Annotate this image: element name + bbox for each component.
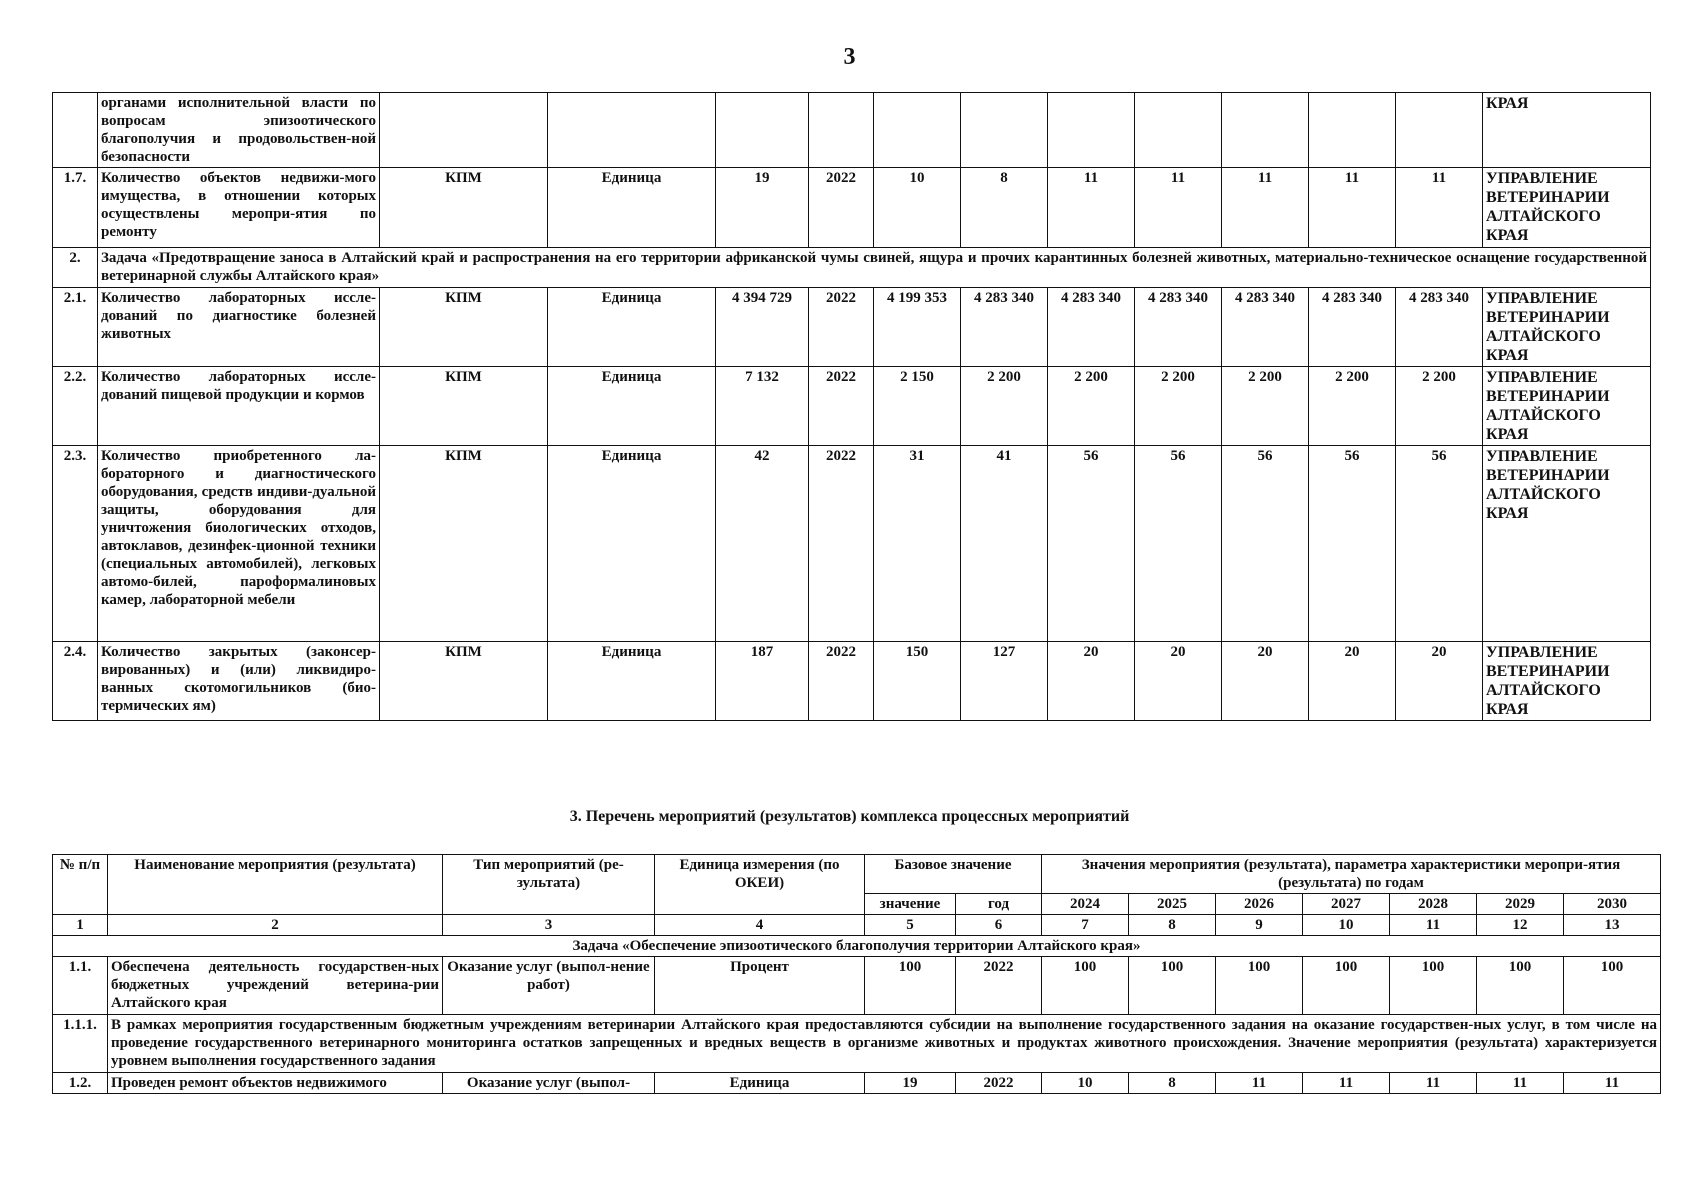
- header-row: [53, 855, 1661, 894]
- value-cell: 4 283 340: [1309, 288, 1396, 367]
- column-number: 9: [1216, 915, 1303, 936]
- value-cell: 11: [1390, 1073, 1477, 1094]
- responsible-cell: УПРАВЛЕНИЕ ВЕТЕРИНАРИИ АЛТАЙСКОГО КРАЯ: [1483, 288, 1651, 367]
- header-num: № п/п: [53, 855, 108, 915]
- value-cell: 56: [1048, 446, 1135, 642]
- value-cell: 11: [1564, 1073, 1661, 1094]
- num-cell: 2.3.: [53, 446, 98, 642]
- table-row: [53, 168, 1651, 248]
- column-number: 2: [108, 915, 443, 936]
- num-cell: [53, 93, 98, 168]
- header-year: 2024: [1042, 894, 1129, 915]
- column-number: 6: [956, 915, 1042, 936]
- type-cell: КПМ: [380, 288, 548, 367]
- type-cell: Оказание услуг (выпол-нение работ): [443, 957, 655, 1015]
- value-cell: 2 200: [961, 367, 1048, 446]
- base-year-cell: 2022: [809, 168, 874, 248]
- header-name: Наименование мероприятия (результата): [108, 855, 443, 915]
- base-value-cell: 187: [716, 642, 809, 721]
- value-cell: 100: [1129, 957, 1216, 1015]
- header-year: 2026: [1216, 894, 1303, 915]
- value-cell: 56: [1396, 446, 1483, 642]
- column-number: 8: [1129, 915, 1216, 936]
- unit-cell: Единица: [548, 168, 716, 248]
- value-cell: 4 283 340: [1135, 288, 1222, 367]
- value-cell: 11: [1303, 1073, 1390, 1094]
- value-cell: 2 200: [1048, 367, 1135, 446]
- num-cell: 1.1.: [53, 957, 108, 1015]
- column-number: 7: [1042, 915, 1129, 936]
- header-year: 2029: [1477, 894, 1564, 915]
- base-value-cell: 7 132: [716, 367, 809, 446]
- value-cell: 11: [1396, 168, 1483, 248]
- header-unit: Единица измерения (по ОКЕИ): [655, 855, 865, 915]
- value-cell: 10: [874, 168, 961, 248]
- value-cell: 4 283 340: [1396, 288, 1483, 367]
- value-cell: 11: [1048, 168, 1135, 248]
- column-number: 3: [443, 915, 655, 936]
- task-text-cell: Задача «Обеспечение эпизоотического благополучия территории Алтайского края»: [53, 936, 1661, 957]
- column-number: 5: [865, 915, 956, 936]
- column-number: 4: [655, 915, 865, 936]
- page-number: 3: [843, 44, 856, 70]
- unit-cell: Единица: [548, 288, 716, 367]
- name-cell: Количество лабораторных иссле-дований пищевой продукции и кормов: [98, 367, 380, 446]
- responsible-cell: УПРАВЛЕНИЕ ВЕТЕРИНАРИИ АЛТАЙСКОГО КРАЯ: [1483, 642, 1651, 721]
- value-cell: 20: [1396, 642, 1483, 721]
- table-row: [53, 957, 1661, 1015]
- unit-cell: Единица: [548, 367, 716, 446]
- section-title: 3. Перечень мероприятий (результатов) комплекса процессных мероприятий: [569, 808, 1130, 825]
- value-cell: 41: [961, 446, 1048, 642]
- header-year: 2025: [1129, 894, 1216, 915]
- header-year: 2030: [1564, 894, 1661, 915]
- name-cell: Обеспечена деятельность государствен-ных бюджетных учреждений ветерина-рии Алтайского края: [108, 957, 443, 1015]
- responsible-cell: УПРАВЛЕНИЕ ВЕТЕРИНАРИИ АЛТАЙСКОГО КРАЯ: [1483, 367, 1651, 446]
- type-cell: КПМ: [380, 367, 548, 446]
- value-cell: 8: [961, 168, 1048, 248]
- column-number: 11: [1390, 915, 1477, 936]
- name-cell: Количество объектов недвижи-мого имущества, в отношении которых осуществлены меропри-ятия по ремонту: [98, 168, 380, 248]
- header-values-group: Значения мероприятия (результата), параметра характеристики меропри-ятия (результата) по годам: [1042, 855, 1661, 894]
- value-cell: 56: [1309, 446, 1396, 642]
- value-cell: 2 200: [1222, 367, 1309, 446]
- header-base: Базовое значение: [865, 855, 1042, 894]
- type-cell: Оказание услуг (выпол-: [443, 1073, 655, 1094]
- responsible-cell: УПРАВЛЕНИЕ ВЕТЕРИНАРИИ АЛТАЙСКОГО КРАЯ: [1483, 168, 1651, 248]
- base-year-cell: 2022: [809, 642, 874, 721]
- column-number-row: [53, 915, 1661, 936]
- value-cell: 56: [1135, 446, 1222, 642]
- value-cell: 2 200: [1135, 367, 1222, 446]
- value-cell: 11: [1216, 1073, 1303, 1094]
- base-value-cell: 100: [865, 957, 956, 1015]
- num-cell: 2.: [53, 248, 98, 288]
- value-cell: 20: [1309, 642, 1396, 721]
- value-cell: 100: [1042, 957, 1129, 1015]
- value-cell: 8: [1129, 1073, 1216, 1094]
- base-year-cell: 2022: [809, 367, 874, 446]
- header-type: Тип мероприятий (ре-зультата): [443, 855, 655, 915]
- description-cell: В рамках мероприятия государственным бюджетным учреждениям ветеринарии Алтайского края предоставляются субсидии на выполнение государственного задания на оказание государствен-ных услуг, в том числе на проведение государственного ветеринарного мониторинга остатков запрещенных и вредных веществ в организме животных и продуктах животного происхождения. Значение мероприятия (результата) характеризуется уровнем выполнения государственного задания: [108, 1015, 1661, 1073]
- name-cell: Количество приобретенного ла-бораторного и диагностического оборудования, средств индиви-дуальной защиты, оборудования для уничтожения биологических отходов, автоклавов, дезинфек-ционной техники (специальных автомобилей), легковых автомо-билей, пароформалиновых камер, лабораторной мебели: [98, 446, 380, 642]
- value-cell: 20: [1222, 642, 1309, 721]
- value-cell: 56: [1222, 446, 1309, 642]
- value-cell: 4 199 353: [874, 288, 961, 367]
- header-base-year: год: [956, 894, 1042, 915]
- value-cell: 11: [1477, 1073, 1564, 1094]
- value-cell: 4 283 340: [961, 288, 1048, 367]
- value-cell: 31: [874, 446, 961, 642]
- task-text-cell: Задача «Предотвращение заноса в Алтайский край и распространения на его территории африканской чумы свиней, ящура и прочих карантинных болезней животных, материально-техническое оснащение государственной ветеринарной службы Алтайского края»: [98, 248, 1651, 288]
- base-year-cell: 2022: [809, 288, 874, 367]
- value-cell: 10: [1042, 1073, 1129, 1094]
- type-cell: КПМ: [380, 642, 548, 721]
- task-row: [53, 248, 1651, 288]
- column-number: 13: [1564, 915, 1661, 936]
- unit-cell: Процент: [655, 957, 865, 1015]
- value-cell: 150: [874, 642, 961, 721]
- num-cell: 1.2.: [53, 1073, 108, 1094]
- base-value-cell: 42: [716, 446, 809, 642]
- base-year-cell: 2022: [956, 957, 1042, 1015]
- table-row: [53, 1015, 1661, 1073]
- value-cell: 20: [1048, 642, 1135, 721]
- table-row: [53, 288, 1651, 367]
- responsible-cell: КРАЯ: [1483, 93, 1651, 168]
- column-number: 1: [53, 915, 108, 936]
- column-number: 12: [1477, 915, 1564, 936]
- table-row: [53, 93, 1651, 168]
- value-cell: 4 283 340: [1048, 288, 1135, 367]
- value-cell: 20: [1135, 642, 1222, 721]
- unit-cell: Единица: [655, 1073, 865, 1094]
- responsible-cell: УПРАВЛЕНИЕ ВЕТЕРИНАРИИ АЛТАЙСКОГО КРАЯ: [1483, 446, 1651, 642]
- header-base-value: значение: [865, 894, 956, 915]
- num-cell: 2.4.: [53, 642, 98, 721]
- table-row: [53, 367, 1651, 446]
- value-cell: 11: [1309, 168, 1396, 248]
- type-cell: КПМ: [380, 446, 548, 642]
- base-value-cell: 19: [865, 1073, 956, 1094]
- value-cell: 100: [1390, 957, 1477, 1015]
- base-year-cell: 2022: [809, 446, 874, 642]
- name-cell: Количество лабораторных иссле-дований по диагностике болезней животных: [98, 288, 380, 367]
- num-cell: 2.2.: [53, 367, 98, 446]
- value-cell: 127: [961, 642, 1048, 721]
- unit-cell: Единица: [548, 446, 716, 642]
- task-row: [53, 936, 1661, 957]
- name-cell: Количество закрытых (законсер-вированных) и (или) ликвидиро-ванных скотомогильников (био-термических ям): [98, 642, 380, 721]
- measures-table: [52, 854, 1661, 1094]
- type-cell: КПМ: [380, 168, 548, 248]
- table-row: [53, 446, 1651, 642]
- num-cell: 2.1.: [53, 288, 98, 367]
- base-year-cell: 2022: [956, 1073, 1042, 1094]
- header-year: 2027: [1303, 894, 1390, 915]
- value-cell: 100: [1564, 957, 1661, 1015]
- value-cell: 100: [1303, 957, 1390, 1015]
- value-cell: 11: [1135, 168, 1222, 248]
- header-year: 2028: [1390, 894, 1477, 915]
- value-cell: 100: [1477, 957, 1564, 1015]
- num-cell: 1.1.1.: [53, 1015, 108, 1073]
- value-cell: 2 200: [1309, 367, 1396, 446]
- num-cell: 1.7.: [53, 168, 98, 248]
- base-value-cell: 4 394 729: [716, 288, 809, 367]
- base-value-cell: 19: [716, 168, 809, 248]
- indicators-table: [52, 92, 1651, 721]
- value-cell: 2 150: [874, 367, 961, 446]
- value-cell: 100: [1216, 957, 1303, 1015]
- table-row: [53, 1073, 1661, 1094]
- value-cell: 11: [1222, 168, 1309, 248]
- table-row: [53, 642, 1651, 721]
- value-cell: 4 283 340: [1222, 288, 1309, 367]
- name-cell: Проведен ремонт объектов недвижимого: [108, 1073, 443, 1094]
- value-cell: 2 200: [1396, 367, 1483, 446]
- name-cell: органами исполнительной власти по вопросам эпизоотического благополучия и продовольствен-ной безопасности: [98, 93, 380, 168]
- unit-cell: Единица: [548, 642, 716, 721]
- column-number: 10: [1303, 915, 1390, 936]
